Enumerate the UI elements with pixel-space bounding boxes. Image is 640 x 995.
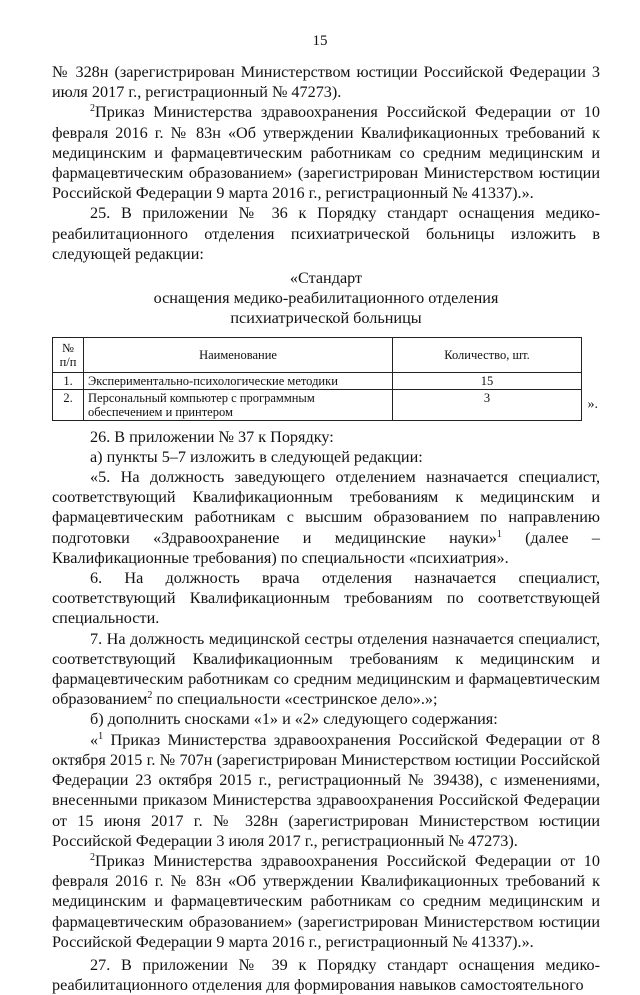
- footnote-mark: 2: [147, 690, 153, 702]
- paragraph-7-tail: по специальности «сестринское дело».»;: [152, 690, 438, 709]
- table-row: [53, 389, 582, 420]
- paragraph-26a: а) пункты 5–7 изложить в следующей редакции:: [90, 447, 423, 466]
- footnote-2: [52, 851, 600, 952]
- table-closing-quote: ».: [587, 396, 598, 412]
- standard-table-wrapper: [52, 337, 600, 421]
- paragraph-26: 26. В приложении № 37 к Порядку:: [90, 427, 334, 446]
- footnote-2-paragraph: [52, 102, 600, 203]
- footnote-text: Приказ Министерства здравоохранения Российской Федерации от 10 февраля 2016 г. № 83н «Об утверждении Квалификационных требований к медицинским и фармацевтическим работникам со средним медицинским и фармацевтическим образованием» (зарегистрирован Министерством юстиции Российской Федерации 9 марта 2016 г., регистрационный № 41337).».: [52, 103, 600, 203]
- paragraph-5-text: «5. На должность заведующего отделением назначается специалист, соответствующий Квалификационным требованиям к медицинским и фармацевтическим работникам с высшим образованием по направлению подготовки «Здравоохранение и медицинские науки»: [52, 468, 600, 547]
- standard-title-line-3: психиатрической больницы: [230, 309, 422, 328]
- document-body: [52, 62, 600, 995]
- standard-title-line-2: оснащения медико-реабилитационного отделения: [153, 289, 499, 308]
- row-name: Экспериментально-психологические методики: [84, 372, 393, 389]
- standard-table: [52, 337, 582, 421]
- header-number: № п/п: [53, 337, 84, 372]
- paragraph-continuation: № 328н (зарегистрирован Министерством юстиции Российской Федерации 3 июля 2017 г., регистрационный № 47273).: [52, 63, 600, 102]
- footnote-mark: 1: [98, 730, 104, 742]
- footnote-mark: 2: [90, 103, 95, 115]
- row-quantity: 15: [393, 372, 582, 389]
- row-number: 2.: [53, 389, 84, 420]
- paragraph-5: [52, 467, 600, 568]
- paragraph-25: 25. В приложении № 36 к Порядку стандарт оснащения медико-реабилитационного отделения психиатрической больницы изложить в следующей редакции:: [52, 204, 600, 263]
- page-number: 15: [312, 33, 328, 49]
- footnote-open-quote: «: [90, 730, 99, 749]
- paragraph-7: [52, 629, 600, 710]
- table-row: [53, 372, 582, 389]
- row-quantity: 3: [393, 389, 582, 420]
- header-quantity: Количество, шт.: [393, 337, 582, 372]
- paragraph-7-text: 7. На должность медицинской сестры отделения назначается специалист, соответствующий Квалификационным требованиям к медицинским и фармацевтическим работникам со средним медицинским и фармацевтическим образованием: [52, 629, 600, 709]
- paragraph-26b: б) дополнить сносками «1» и «2» следующего содержания:: [90, 710, 498, 729]
- paragraph-6: 6. На должность врача отделения назначается специалист, соответствующий Квалификационным требованиям по соответствующей специальности.: [52, 569, 600, 628]
- footnote-mark: 1: [496, 528, 502, 540]
- row-name: Персональный компьютер с программным обеспечением и принтером: [84, 389, 393, 420]
- header-name: Наименование: [84, 337, 393, 372]
- row-number: 1.: [53, 372, 84, 389]
- paragraph-27: 27. В приложении № 39 к Порядку стандарт оснащения медико-реабилитационного отделения для формирования навыков самостоятельного: [52, 955, 600, 995]
- footnote-1-text: Приказ Министерства здравоохранения Российской Федерации от 8 октября 2015 г. № 707н (зарегистрирован Министерством юстиции Российской Федерации 23 октября 2015 г., регистрационный № 39438), с изменениями, внесенными приказом Министерства здравоохранения Российской Федерации от 15 июня 2017 г. № 328н (зарегистрирован Министерством юстиции Российской Федерации 3 июля 2017 г., регистрационный № 47273).: [52, 730, 600, 850]
- paragraph-5-tail: (далее – Квалификационные требования) по специальности «психиатрия».: [52, 528, 600, 567]
- table-header-row: [53, 337, 582, 372]
- footnote-mark: 2: [90, 851, 95, 863]
- footnote-1: [52, 730, 600, 851]
- footnote-2-text: Приказ Министерства здравоохранения Российской Федерации от 10 февраля 2016 г. № 83н «Об утверждении Квалификационных требований к медицинским и фармацевтическим работникам со средним медицинским и фармацевтическим образованием» (зарегистрирован Министерством юстиции Российской Федерации 9 марта 2016 г., регистрационный № 41337).».: [52, 851, 600, 951]
- standard-title-line-1: «Стандарт: [289, 269, 363, 288]
